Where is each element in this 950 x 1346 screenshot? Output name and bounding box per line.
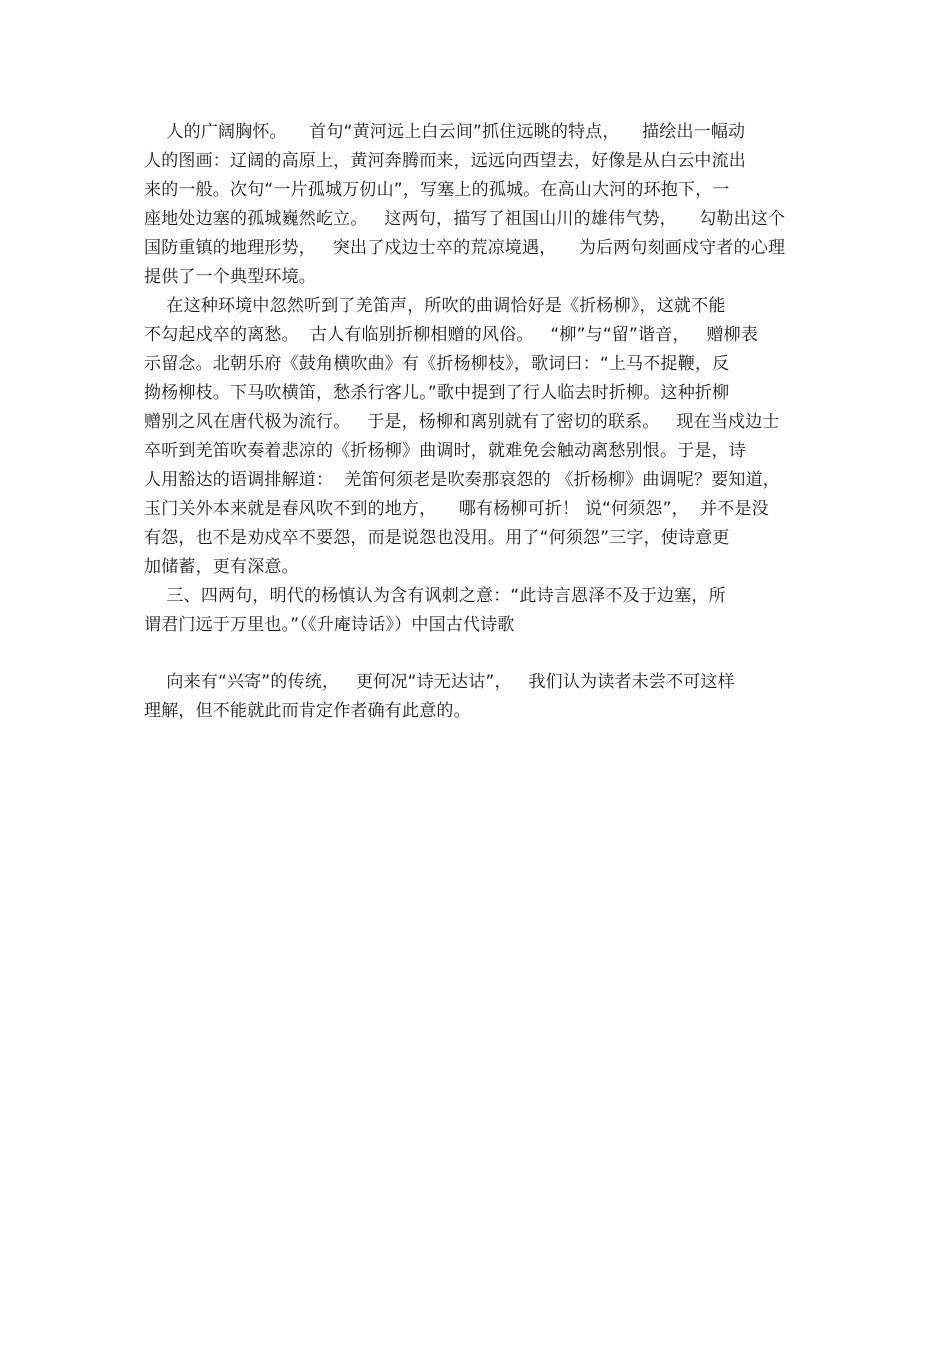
paragraph-line: 玉门关外本来就是春风吹不到的地方， 哪有杨柳可折！ 说“何须怨”， 并不是没 [144, 499, 769, 519]
paragraph-line: 人用豁达的语调排解道： 羌笛何须老是吹奏那哀怨的 《折杨柳》曲调呢？要知道， [144, 470, 781, 490]
paragraph-line: 有怨，也不是劝戍卒不要怨，而是说怨也没用。用了“何须怨”三字，使诗意更 [144, 528, 730, 548]
paragraph-line: 示留念。北朝乐府《鼓角横吹曲》有《折杨柳枝》，歌词曰：“上马不捉鞭，反 [144, 354, 730, 374]
paragraph-line: 不勾起戍卒的离愁。 古人有临别折柳相赠的风俗。 “柳”与“留”谐音， 赠柳表 [144, 325, 759, 345]
paragraph-line: 向来有“兴寄”的传统， 更何况“诗无达诂”， 我们认为读者未尝不可这样 [144, 672, 735, 692]
paragraph-line: 三、四两句，明代的杨慎认为含有讽刺之意：“此诗言恩泽不及于边塞，所 [144, 586, 726, 606]
paragraph-line: 人的图画：辽阔的高原上，黄河奔腾而来，远远向西望去，好像是从白云中流出 [144, 151, 746, 171]
paragraph-line: 卒听到羌笛吹奏着悲凉的《折杨柳》曲调时，就难免会触动离愁别恨。于是，诗 [144, 441, 746, 461]
paragraph-line: 人的广阔胸怀。 首句“黄河远上白云间”抓住远眺的特点， 描绘出一幅动 [144, 122, 746, 142]
paragraph-line: 来的一般。次句“一片孤城万仞山”，写塞上的孤城。在高山大河的环抱下，一 [144, 180, 730, 200]
paragraph-line: 理解，但不能就此而肯定作者确有此意的。 [144, 701, 471, 721]
paragraph-line: 赠别之风在唐代极为流行。 于是，杨柳和离别就有了密切的联系。 现在当戍边士 [144, 412, 780, 432]
paragraph-line: 在这种环境中忽然听到了羌笛声，所吹的曲调恰好是《折杨柳》，这就不能 [144, 296, 726, 316]
paragraph-line: 谓君门远于万里也。”（《升庵诗话》）中国古代诗歌 [144, 615, 515, 635]
paragraph-line: 座地处边塞的孤城巍然屹立。 这两句，描写了祖国山川的雄伟气势， 勾勒出这个 [144, 209, 786, 229]
paragraph-line: 加储蓄，更有深意。 [144, 557, 299, 577]
paragraph-line: 国防重镇的地理形势， 突出了戍边士卒的荒凉境遇， 为后两句刻画戍守者的心理 [144, 238, 786, 258]
paragraph-line: 提供了一个典型环境。 [144, 267, 316, 287]
paragraph-line: 拗杨柳枝。下马吹横笛，愁杀行客儿。”歌中提到了行人临去时折柳。这种折柳 [144, 383, 730, 403]
